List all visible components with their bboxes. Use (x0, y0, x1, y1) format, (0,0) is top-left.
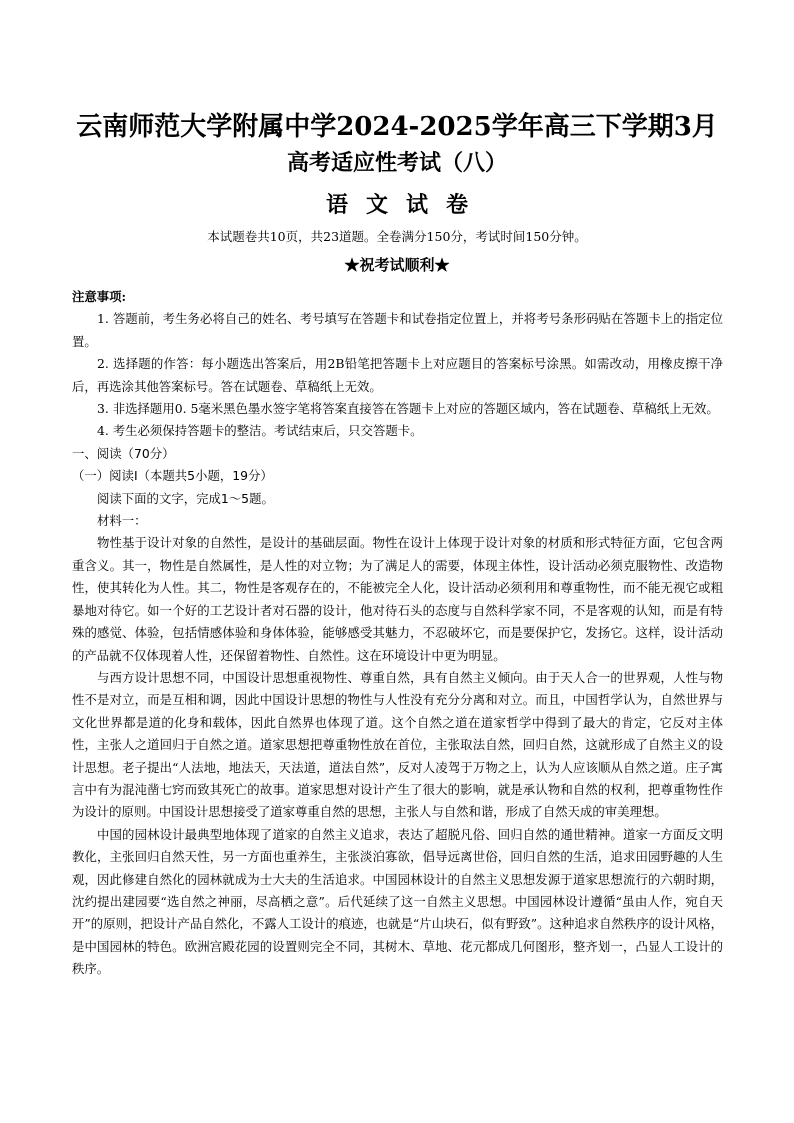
reading-instruction: 阅读下面的文字，完成1～5题。 (97, 490, 274, 506)
material-paragraph-1: 物性基于设计对象的自然性，是设计的基础层面。物性在设计上体现于设计对象的材质和形式特征方面，它包含两重含义。其一，物性是自然属性，是人性的对立物；为了满足人的需要，体现主体性，设计活动必须克服物性、改造物性，使其转化为人性。其二，物性是客观存在的，不能被完全人化，设计活动必须利用和尊重物性，而不能无视它或粗暴地对待它。如一个好的工艺设计者对石器的设计，他对待石头的态度与自然科学家不同，不是客观的认知，而是有特殊的感觉、体验，包括情感体验和身体体验，能够感受其魅力，不忍破坏它，而是要保护它，发扬它。这样，设计活动的产品就不仅体现着人性，还保留着物性、自然性。这在环境设计中更为明显。 (72, 535, 723, 663)
subject-title: 语文试卷 (325, 192, 486, 218)
exam-title-line1: 云南师范大学附属中学2024-2025学年高三下学期3月 (76, 112, 718, 142)
material-paragraph-2: 与西方设计思想不同，中国设计思想重视物性、尊重自然，具有自然主义倾向。由于天人合一的世界观，人性与物性不是对立，而是互相和调，因此中国设计思想的物性与人性没有充分分离和对立。而且，中国哲学认为，自然世界与文化世界都是道的化身和载体，因此自然界也体现了道。这个自然之道在道家哲学中得到了最大的肯定，它反对主体性，主张人之道回归于自然之道。道家思想把尊重物性放在首位，主张取法自然，回归自然，这就形成了自然主义的设计思想。老子提出“人法地，地法天，天法道，道法自然”，反对人凌驾于万物之上，认为人应该顺从自然之道。庄子寓言中有为混沌凿七窍而致其死亡的故事。道家思想对设计产生了很大的影响，就是承认物和自然的权利，把尊重物性作为设计的原则。中国设计思想接受了道家尊重自然的思想，主张人与自然和谐，形成了自然天成的审美理想。 (72, 669, 723, 820)
material-label: 材料一： (97, 513, 147, 529)
material-paragraph-3: 中国的园林设计最典型地体现了道家的自然主义追求，表达了超脱凡俗、回归自然的通世精神。道家一方面反文明教化，主张回归自然天性，另一方面也重养生，主张淡泊寡欲，倡导远离世俗，回归自然的生活，追求田园野趣的人生观，因此修建自然化的园林就成为士大夫的生活追求。中国园林设计的自然主义思想发源于道家思想流行的六朝时期，沈约提出建园要“选自然之神丽，尽高栖之意”。后代延续了这一自然主义思想。中国园林设计遵循“虽由人作，宛自天开”的原则，把设计产品自然化，不露人工设计的痕迹，也就是“片山块石，似有野致”。这种追求自然秩序的设计风格，是中国园林的特色。欧洲宫殿花园的设置则完全不同，其树木、草地、花元都成几何图形，整齐划一，凸显人工设计的秩序。 (72, 826, 723, 977)
notice-heading: 注意事项: (72, 289, 127, 304)
notice-item-2: 2. 选择题的作答：每小题选出答案后，用2B铅笔把答题卡上对应题目的答案标号涂黑。如需改动，用橡皮擦干净后，再选涂其他答案标号。答在试题卷、草稿纸上无效。 (72, 356, 723, 394)
notice-item-4: 4. 考生必须保持答题卡的整洁。考试结束后，只交答题卡。 (97, 423, 423, 439)
section-sub-heading: （一）阅读Ⅰ（本题共5小题，19分） (72, 468, 273, 484)
notice-item-3: 3. 非选择题用0. 5毫米黑色墨水签字笔将答案直接答在答题卡上对应的答题区域内，答在试题卷、草稿纸上无效。 (97, 401, 719, 417)
exam-info: 本试题卷共10页，共23道题。全卷满分150分，考试时间150分钟。 (207, 229, 587, 244)
notice-item-1: 1. 答题前，考生务必将自己的姓名、考号填写在答题卡和试卷指定位置上，并将考号条形码贴在答题卡上的指定位置。 (72, 311, 723, 349)
exam-title-line2: 高考适应性考试（八） (286, 150, 507, 176)
section-heading: 一、阅读（70分） (72, 445, 175, 461)
blessing-line: ★祝考试顺利★ (344, 256, 450, 274)
exam-body (72, 286, 723, 981)
